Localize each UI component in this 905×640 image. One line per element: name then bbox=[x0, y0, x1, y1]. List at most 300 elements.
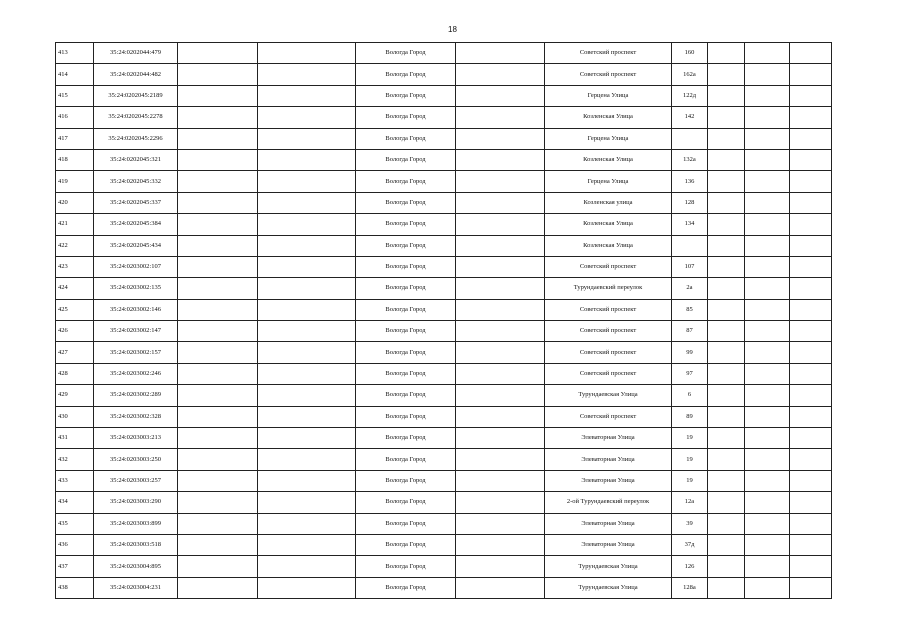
empty-cell bbox=[178, 449, 258, 470]
empty-cell bbox=[790, 449, 832, 470]
city-cell: Вологда Город bbox=[356, 577, 456, 598]
cadastral-number-cell: 35:24:0202045:434 bbox=[94, 235, 178, 256]
city-cell: Вологда Город bbox=[356, 235, 456, 256]
empty-cell bbox=[178, 428, 258, 449]
empty-cell bbox=[456, 107, 545, 128]
empty-cell bbox=[258, 278, 356, 299]
house-number-cell: 128 bbox=[672, 192, 708, 213]
empty-cell bbox=[456, 171, 545, 192]
empty-cell bbox=[178, 492, 258, 513]
house-number-cell: 37д bbox=[672, 534, 708, 555]
house-number-cell: 128а bbox=[672, 577, 708, 598]
table-row bbox=[56, 256, 832, 277]
cadastral-number-cell: 35:24:0203002:135 bbox=[94, 278, 178, 299]
empty-cell bbox=[790, 363, 832, 384]
empty-cell bbox=[178, 577, 258, 598]
empty-cell bbox=[258, 428, 356, 449]
cadastral-number-cell: 35:24:0202044:482 bbox=[94, 64, 178, 85]
empty-cell bbox=[178, 470, 258, 491]
empty-cell bbox=[745, 577, 790, 598]
city-cell: Вологда Город bbox=[356, 256, 456, 277]
street-cell: Герцена Улица bbox=[545, 128, 672, 149]
empty-cell bbox=[258, 406, 356, 427]
row-number-cell: 438 bbox=[56, 577, 94, 598]
empty-cell bbox=[456, 299, 545, 320]
empty-cell bbox=[745, 406, 790, 427]
empty-cell bbox=[178, 107, 258, 128]
table-row bbox=[56, 470, 832, 491]
street-cell: Турундаевская Улица bbox=[545, 577, 672, 598]
table-row bbox=[56, 107, 832, 128]
empty-cell bbox=[258, 492, 356, 513]
empty-cell bbox=[745, 256, 790, 277]
table-row bbox=[56, 235, 832, 256]
table-row bbox=[56, 449, 832, 470]
cadastral-number-cell: 35:24:0203002:246 bbox=[94, 363, 178, 384]
empty-cell bbox=[790, 492, 832, 513]
empty-cell bbox=[258, 534, 356, 555]
empty-cell bbox=[708, 492, 745, 513]
house-number-cell: 162а bbox=[672, 64, 708, 85]
empty-cell bbox=[456, 43, 545, 64]
empty-cell bbox=[745, 128, 790, 149]
street-cell: Элеваторная Улица bbox=[545, 470, 672, 491]
empty-cell bbox=[258, 385, 356, 406]
empty-cell bbox=[790, 299, 832, 320]
empty-cell bbox=[745, 342, 790, 363]
empty-cell bbox=[790, 235, 832, 256]
row-number-cell: 437 bbox=[56, 556, 94, 577]
empty-cell bbox=[178, 406, 258, 427]
empty-cell bbox=[745, 107, 790, 128]
empty-cell bbox=[178, 128, 258, 149]
table-row bbox=[56, 64, 832, 85]
empty-cell bbox=[745, 449, 790, 470]
row-number-cell: 420 bbox=[56, 192, 94, 213]
empty-cell bbox=[178, 171, 258, 192]
house-number-cell: 85 bbox=[672, 299, 708, 320]
empty-cell bbox=[708, 428, 745, 449]
empty-cell bbox=[456, 470, 545, 491]
city-cell: Вологда Город bbox=[356, 192, 456, 213]
cadastral-number-cell: 35:24:0203003:518 bbox=[94, 534, 178, 555]
house-number-cell: 126 bbox=[672, 556, 708, 577]
empty-cell bbox=[456, 321, 545, 342]
cadastral-number-cell: 35:24:0203002:157 bbox=[94, 342, 178, 363]
empty-cell bbox=[745, 192, 790, 213]
empty-cell bbox=[708, 534, 745, 555]
empty-cell bbox=[456, 406, 545, 427]
street-cell: Советский проспект bbox=[545, 342, 672, 363]
street-cell: Козленская Улица bbox=[545, 149, 672, 170]
city-cell: Вологда Город bbox=[356, 428, 456, 449]
city-cell: Вологда Город bbox=[356, 342, 456, 363]
empty-cell bbox=[178, 278, 258, 299]
house-number-cell: 12а bbox=[672, 492, 708, 513]
table-row bbox=[56, 513, 832, 534]
empty-cell bbox=[258, 299, 356, 320]
empty-cell bbox=[258, 577, 356, 598]
cadastral-number-cell: 35:24:0203003:899 bbox=[94, 513, 178, 534]
cadastral-number-cell: 35:24:0203003:290 bbox=[94, 492, 178, 513]
empty-cell bbox=[745, 470, 790, 491]
cadastral-number-cell: 35:24:0202045:2296 bbox=[94, 128, 178, 149]
empty-cell bbox=[708, 107, 745, 128]
cadastral-number-cell: 35:24:0202045:337 bbox=[94, 192, 178, 213]
empty-cell bbox=[258, 363, 356, 384]
cadastral-number-cell: 35:24:0203002:328 bbox=[94, 406, 178, 427]
row-number-cell: 416 bbox=[56, 107, 94, 128]
empty-cell bbox=[456, 278, 545, 299]
empty-cell bbox=[790, 513, 832, 534]
city-cell: Вологда Город bbox=[356, 470, 456, 491]
empty-cell bbox=[708, 85, 745, 106]
row-number-cell: 419 bbox=[56, 171, 94, 192]
table-row bbox=[56, 299, 832, 320]
cadastral-number-cell: 35:24:0202045:384 bbox=[94, 214, 178, 235]
empty-cell bbox=[258, 85, 356, 106]
house-number-cell: 132а bbox=[672, 149, 708, 170]
table-row bbox=[56, 534, 832, 555]
empty-cell bbox=[790, 107, 832, 128]
empty-cell bbox=[745, 556, 790, 577]
empty-cell bbox=[178, 64, 258, 85]
row-number-cell: 436 bbox=[56, 534, 94, 555]
cadastral-number-cell: 35:24:0203002:146 bbox=[94, 299, 178, 320]
cadastral-number-cell: 35:24:0203002:289 bbox=[94, 385, 178, 406]
empty-cell bbox=[456, 492, 545, 513]
house-number-cell: 89 bbox=[672, 406, 708, 427]
cadastral-number-cell: 35:24:0202045:2189 bbox=[94, 85, 178, 106]
house-number-cell: 6 bbox=[672, 385, 708, 406]
row-number-cell: 417 bbox=[56, 128, 94, 149]
city-cell: Вологда Город bbox=[356, 214, 456, 235]
city-cell: Вологда Город bbox=[356, 64, 456, 85]
registry-table bbox=[55, 42, 832, 599]
house-number-cell bbox=[672, 128, 708, 149]
table-row bbox=[56, 171, 832, 192]
empty-cell bbox=[456, 513, 545, 534]
empty-cell bbox=[708, 321, 745, 342]
empty-cell bbox=[258, 64, 356, 85]
table-row bbox=[56, 556, 832, 577]
empty-cell bbox=[745, 214, 790, 235]
empty-cell bbox=[708, 470, 745, 491]
cadastral-number-cell: 35:24:0203003:257 bbox=[94, 470, 178, 491]
table-row bbox=[56, 385, 832, 406]
table-row bbox=[56, 192, 832, 213]
city-cell: Вологда Город bbox=[356, 513, 456, 534]
empty-cell bbox=[790, 278, 832, 299]
empty-cell bbox=[790, 428, 832, 449]
city-cell: Вологда Город bbox=[356, 449, 456, 470]
empty-cell bbox=[178, 513, 258, 534]
city-cell: Вологда Город bbox=[356, 385, 456, 406]
empty-cell bbox=[258, 513, 356, 534]
empty-cell bbox=[708, 149, 745, 170]
table-row bbox=[56, 363, 832, 384]
street-cell: Элеваторная Улица bbox=[545, 534, 672, 555]
row-number-cell: 414 bbox=[56, 64, 94, 85]
city-cell: Вологда Город bbox=[356, 128, 456, 149]
empty-cell bbox=[745, 321, 790, 342]
row-number-cell: 415 bbox=[56, 85, 94, 106]
street-cell: Козленская Улица bbox=[545, 214, 672, 235]
empty-cell bbox=[790, 470, 832, 491]
empty-cell bbox=[790, 43, 832, 64]
empty-cell bbox=[745, 64, 790, 85]
empty-cell bbox=[790, 149, 832, 170]
empty-cell bbox=[456, 577, 545, 598]
empty-cell bbox=[178, 342, 258, 363]
empty-cell bbox=[258, 235, 356, 256]
city-cell: Вологда Город bbox=[356, 556, 456, 577]
cadastral-number-cell: 35:24:0203002:147 bbox=[94, 321, 178, 342]
empty-cell bbox=[456, 342, 545, 363]
empty-cell bbox=[456, 149, 545, 170]
empty-cell bbox=[456, 556, 545, 577]
house-number-cell: 19 bbox=[672, 470, 708, 491]
empty-cell bbox=[790, 171, 832, 192]
empty-cell bbox=[258, 470, 356, 491]
row-number-cell: 421 bbox=[56, 214, 94, 235]
house-number-cell bbox=[672, 235, 708, 256]
cadastral-number-cell: 35:24:0203004:231 bbox=[94, 577, 178, 598]
empty-cell bbox=[456, 235, 545, 256]
empty-cell bbox=[456, 363, 545, 384]
empty-cell bbox=[456, 128, 545, 149]
empty-cell bbox=[708, 449, 745, 470]
empty-cell bbox=[258, 214, 356, 235]
house-number-cell: 99 bbox=[672, 342, 708, 363]
empty-cell bbox=[790, 406, 832, 427]
empty-cell bbox=[745, 299, 790, 320]
street-cell: Советский проспект bbox=[545, 64, 672, 85]
street-cell: Советский проспект bbox=[545, 406, 672, 427]
cadastral-number-cell: 35:24:0203002:107 bbox=[94, 256, 178, 277]
street-cell: Турундаевская Улица bbox=[545, 385, 672, 406]
table-row bbox=[56, 85, 832, 106]
street-cell: Элеваторная Улица bbox=[545, 428, 672, 449]
empty-cell bbox=[790, 64, 832, 85]
table-row bbox=[56, 428, 832, 449]
empty-cell bbox=[456, 64, 545, 85]
house-number-cell: 39 bbox=[672, 513, 708, 534]
empty-cell bbox=[258, 256, 356, 277]
empty-cell bbox=[178, 534, 258, 555]
city-cell: Вологда Город bbox=[356, 107, 456, 128]
city-cell: Вологда Город bbox=[356, 534, 456, 555]
empty-cell bbox=[258, 128, 356, 149]
street-cell: Герцена Улица bbox=[545, 85, 672, 106]
cadastral-number-cell: 35:24:0202045:332 bbox=[94, 171, 178, 192]
empty-cell bbox=[745, 513, 790, 534]
empty-cell bbox=[178, 192, 258, 213]
empty-cell bbox=[708, 363, 745, 384]
empty-cell bbox=[456, 428, 545, 449]
empty-cell bbox=[456, 256, 545, 277]
row-number-cell: 430 bbox=[56, 406, 94, 427]
row-number-cell: 422 bbox=[56, 235, 94, 256]
empty-cell bbox=[708, 171, 745, 192]
empty-cell bbox=[745, 278, 790, 299]
row-number-cell: 434 bbox=[56, 492, 94, 513]
table-body bbox=[56, 43, 832, 599]
table-row bbox=[56, 149, 832, 170]
city-cell: Вологда Город bbox=[356, 43, 456, 64]
house-number-cell: 97 bbox=[672, 363, 708, 384]
empty-cell bbox=[790, 128, 832, 149]
empty-cell bbox=[178, 556, 258, 577]
row-number-cell: 427 bbox=[56, 342, 94, 363]
row-number-cell: 431 bbox=[56, 428, 94, 449]
cadastral-number-cell: 35:24:0203004:895 bbox=[94, 556, 178, 577]
house-number-cell: 19 bbox=[672, 428, 708, 449]
house-number-cell: 19 bbox=[672, 449, 708, 470]
cadastral-number-cell: 35:24:0202044:479 bbox=[94, 43, 178, 64]
empty-cell bbox=[178, 321, 258, 342]
row-number-cell: 424 bbox=[56, 278, 94, 299]
empty-cell bbox=[456, 534, 545, 555]
city-cell: Вологда Город bbox=[356, 171, 456, 192]
street-cell: Герцена Улица bbox=[545, 171, 672, 192]
empty-cell bbox=[708, 299, 745, 320]
house-number-cell: 2а bbox=[672, 278, 708, 299]
row-number-cell: 433 bbox=[56, 470, 94, 491]
page-number: 18 bbox=[448, 25, 457, 34]
empty-cell bbox=[745, 534, 790, 555]
street-cell: Козленская улица bbox=[545, 192, 672, 213]
empty-cell bbox=[258, 449, 356, 470]
table-row bbox=[56, 214, 832, 235]
empty-cell bbox=[708, 128, 745, 149]
empty-cell bbox=[708, 342, 745, 363]
empty-cell bbox=[456, 449, 545, 470]
street-cell: Турундаевский переулок bbox=[545, 278, 672, 299]
cadastral-number-cell: 35:24:0202045:2278 bbox=[94, 107, 178, 128]
empty-cell bbox=[790, 534, 832, 555]
city-cell: Вологда Город bbox=[356, 85, 456, 106]
table-row bbox=[56, 406, 832, 427]
city-cell: Вологда Город bbox=[356, 492, 456, 513]
empty-cell bbox=[790, 556, 832, 577]
empty-cell bbox=[456, 385, 545, 406]
empty-cell bbox=[745, 428, 790, 449]
cadastral-number-cell: 35:24:0202045:321 bbox=[94, 149, 178, 170]
cadastral-number-cell: 35:24:0203003:250 bbox=[94, 449, 178, 470]
empty-cell bbox=[745, 363, 790, 384]
empty-cell bbox=[708, 577, 745, 598]
empty-cell bbox=[708, 64, 745, 85]
empty-cell bbox=[745, 235, 790, 256]
empty-cell bbox=[178, 256, 258, 277]
empty-cell bbox=[790, 192, 832, 213]
city-cell: Вологда Город bbox=[356, 149, 456, 170]
city-cell: Вологда Город bbox=[356, 363, 456, 384]
empty-cell bbox=[790, 385, 832, 406]
table-row bbox=[56, 278, 832, 299]
empty-cell bbox=[708, 235, 745, 256]
row-number-cell: 423 bbox=[56, 256, 94, 277]
row-number-cell: 432 bbox=[56, 449, 94, 470]
empty-cell bbox=[708, 556, 745, 577]
table-row bbox=[56, 577, 832, 598]
empty-cell bbox=[745, 85, 790, 106]
table-row bbox=[56, 321, 832, 342]
table-row bbox=[56, 43, 832, 64]
empty-cell bbox=[790, 577, 832, 598]
empty-cell bbox=[708, 513, 745, 534]
empty-cell bbox=[258, 149, 356, 170]
empty-cell bbox=[708, 43, 745, 64]
city-cell: Вологда Город bbox=[356, 321, 456, 342]
street-cell: Советский проспект bbox=[545, 299, 672, 320]
row-number-cell: 429 bbox=[56, 385, 94, 406]
cadastral-number-cell: 35:24:0203003:213 bbox=[94, 428, 178, 449]
empty-cell bbox=[708, 385, 745, 406]
table-row bbox=[56, 128, 832, 149]
row-number-cell: 428 bbox=[56, 363, 94, 384]
empty-cell bbox=[708, 406, 745, 427]
empty-cell bbox=[708, 278, 745, 299]
street-cell: Козленская Улица bbox=[545, 107, 672, 128]
city-cell: Вологда Город bbox=[356, 278, 456, 299]
row-number-cell: 418 bbox=[56, 149, 94, 170]
row-number-cell: 435 bbox=[56, 513, 94, 534]
empty-cell bbox=[790, 342, 832, 363]
empty-cell bbox=[745, 149, 790, 170]
empty-cell bbox=[456, 85, 545, 106]
street-cell: Советский проспект bbox=[545, 363, 672, 384]
house-number-cell: 134 bbox=[672, 214, 708, 235]
empty-cell bbox=[178, 299, 258, 320]
empty-cell bbox=[258, 192, 356, 213]
empty-cell bbox=[178, 385, 258, 406]
empty-cell bbox=[178, 214, 258, 235]
empty-cell bbox=[456, 192, 545, 213]
street-cell: Элеваторная Улица bbox=[545, 449, 672, 470]
empty-cell bbox=[258, 107, 356, 128]
empty-cell bbox=[258, 171, 356, 192]
empty-cell bbox=[456, 214, 545, 235]
empty-cell bbox=[790, 214, 832, 235]
empty-cell bbox=[258, 342, 356, 363]
empty-cell bbox=[178, 85, 258, 106]
empty-cell bbox=[790, 85, 832, 106]
empty-cell bbox=[178, 363, 258, 384]
empty-cell bbox=[745, 492, 790, 513]
house-number-cell: 136 bbox=[672, 171, 708, 192]
empty-cell bbox=[258, 556, 356, 577]
house-number-cell: 142 bbox=[672, 107, 708, 128]
empty-cell bbox=[178, 43, 258, 64]
table-row bbox=[56, 342, 832, 363]
street-cell: Элеваторная Улица bbox=[545, 513, 672, 534]
row-number-cell: 425 bbox=[56, 299, 94, 320]
street-cell: Советский проспект bbox=[545, 256, 672, 277]
empty-cell bbox=[708, 256, 745, 277]
house-number-cell: 87 bbox=[672, 321, 708, 342]
empty-cell bbox=[790, 321, 832, 342]
house-number-cell: 107 bbox=[672, 256, 708, 277]
empty-cell bbox=[708, 214, 745, 235]
street-cell: Турундаевская Улица bbox=[545, 556, 672, 577]
empty-cell bbox=[258, 321, 356, 342]
street-cell: 2-ой Турундаевский переулок bbox=[545, 492, 672, 513]
row-number-cell: 426 bbox=[56, 321, 94, 342]
house-number-cell: 160 bbox=[672, 43, 708, 64]
city-cell: Вологда Город bbox=[356, 299, 456, 320]
